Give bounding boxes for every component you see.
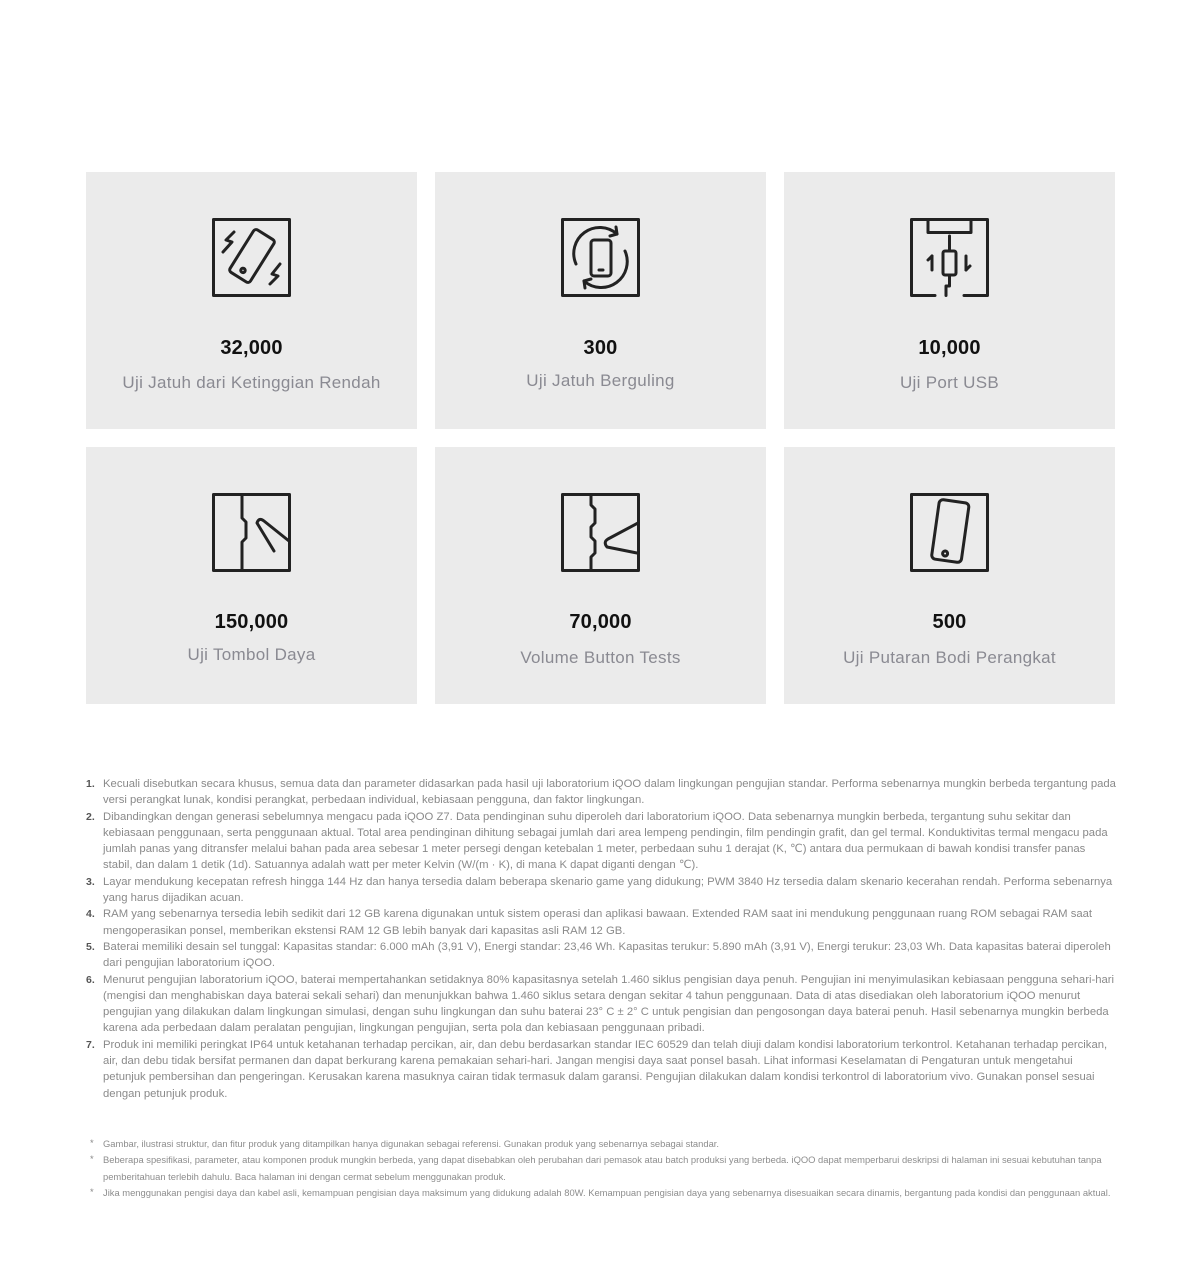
power-button-icon — [212, 493, 291, 572]
footnotes — [86, 776, 1116, 1102]
disclaimers — [86, 1136, 1116, 1201]
durability-stats-grid — [86, 172, 1115, 704]
stat-card-power-button — [86, 447, 417, 704]
footnote-item: 6. Menurut pengujian laboratorium iQOO, baterai mempertahankan setidaknya 80% kapasitasnya setelah 1.460 siklus pengisian daya penuh. Pengujian ini menyimulasikan kebiasaan pengguna sehari-hari (mengisi dan menghabiskan daya baterai sekali sehari) dan menunjukkan bahwa 1.460 siklus setara dengan sekitar 4 tahun penggunaan. Data di atas disediakan oleh laboratorium iQOO menurut pengujian yang dilakukan dalam lingkungan simulasi, dengan suhu lingkungan dan suhu baterai 23° C ± 2° C untuk pengisian dan pengosongan daya baterai penuh. Hasil sebenarnya mungkin berbeda karena ada perbedaan dalam peralatan pengujian, lingkungan pengujian, serta pola dan kebiasaan penggunaan pribadi. — [86, 973, 1115, 1035]
stat-label: Uji Putaran Bodi Perangkat — [843, 648, 1056, 667]
footnote-item: 3. Layar mendukung kecepatan refresh hingga 144 Hz dan hanya tersedia dalam beberapa skenario game yang didukung; PWM 3840 Hz tersedia dalam skenario kecerahan rendah. Performa sebenarnya yang harus dijadikan acuan. — [86, 875, 1113, 905]
stat-number: 10,000 — [918, 337, 981, 359]
stat-card-volume-button — [435, 447, 766, 704]
stat-card-usb-port — [784, 172, 1115, 429]
stat-label: Uji Tombol Daya — [187, 645, 316, 664]
stat-number: 500 — [932, 611, 967, 633]
stat-number: 300 — [583, 337, 618, 359]
footnote-item: 5. Baterai memiliki desain sel tunggal: Kapasitas standar: 6.000 mAh (3,91 V), Energi standar: 23,46 Wh. Kapasitas terukur: 5.890 mAh (3,91 V), Energi terukur: 23,03 Wh. Data kapasitas baterai diperoleh dari pengujian laboratorium iQOO. — [86, 940, 1111, 970]
stat-number: 70,000 — [569, 611, 632, 633]
stat-card-body-twist — [784, 447, 1115, 704]
footnote-item: 4. RAM yang sebenarnya tersedia lebih sedikit dari 12 GB karena digunakan untuk sistem operasi dan aplikasi bawaan. Extended RAM saat ini mendukung penggunaan ruang ROM sebagai RAM saat mengoperasikan ponsel, memberikan ekstensi RAM 12 GB lebih banyak dari kapasitas asli RAM 12 GB. — [86, 908, 1093, 937]
phone-drop-icon — [212, 218, 291, 297]
footnote-item: 7. Produk ini memiliki peringkat IP64 untuk ketahanan terhadap percikan, air, dan debu berdasarkan standar IEC 60529 dan telah diuji dalam kondisi laboratorium terkontrol. Ketahanan terhadap percikan, air, dan debu tidak bersifat permanen dan dapat berkurang karena pemakaian sehari-hari. Jangan mengisi daya saat ponsel basah. Lihat informasi Keselamatan di Pengaturan untuk mengetahui petunjuk pembersihan dan pengeringan. Kerusakan karena masuknya cairan tidak termasuk dalam garansi. Pengujian dilakukan dalam kondisi terkontrol di laboratorium vivo. Gunakan ponsel sesuai dengan petunjuk produk. — [86, 1038, 1108, 1100]
stat-label: Volume Button Tests — [520, 648, 681, 667]
stat-number: 150,000 — [214, 611, 289, 633]
stat-card-tumble-drop — [435, 172, 766, 429]
stat-number: 32,000 — [220, 337, 283, 359]
stat-label: Uji Jatuh dari Ketinggian Rendah — [122, 373, 381, 392]
disclaimer-item: * Gambar, ilustrasi struktur, dan fitur produk yang ditampilkan hanya digunakan sebagai referensi. Gunakan produk yang sebenarnya sebagai standar. — [90, 1137, 720, 1149]
footnote-item: 2. Dibandingkan dengan generasi sebelumnya mengacu pada iQOO Z7. Data pendinginan suhu diperoleh dari laboratorium iQOO. Data sebenarnya mungkin berbeda, tergantung suhu sekitar dan kebiasaan penggunaan, serta penggunaan aktual. Total area pendinginan dihitung sebagai jumlah dari area lempeng pendingin, film pendingin grafit, dan gel termal. Konduktivitas termal mengacu pada jumlah panas yang ditransfer melalui bahan pada area sebesar 1 meter persegi dengan ketebalan 1 meter, perbedaan suhu 1 derajat (K, ℃) antara dua permukaan di bawah kondisi transfer panas stabil, dan dalam 1 detik (1d). Satuannya adalah watt per meter Kelvin (W/(m · K), di mana K dapat diganti dengan ℃). — [86, 810, 1108, 872]
stat-label: Uji Port USB — [899, 373, 999, 392]
footnote-item: 1. Kecuali disebutkan secara khusus, semua data dan parameter didasarkan pada hasil uji laboratorium iQOO dalam lingkungan pengujian standar. Performa sebenarnya mungkin berbeda tergantung pada versi perangkat lunak, kondisi perangkat, perbedaan individual, kebiasaan pengguna, dan faktor lingkungan. — [86, 778, 1116, 807]
stat-label: Uji Jatuh Berguling — [526, 371, 675, 390]
volume-button-icon — [561, 493, 640, 572]
rotating-phone-icon — [561, 218, 640, 297]
stat-card-low-height-drop — [86, 172, 417, 429]
disclaimer-item: * Jika menggunakan pengisi daya dan kabel asli, kemampuan pengisian daya maksimum yang didukung adalah 80W. Kemampuan pengisian daya yang sebenarnya disesuaikan secara dinamis, bergantung pada kondisi dan penggunaan aktual. — [90, 1185, 1111, 1198]
usb-port-icon — [910, 218, 989, 297]
disclaimer-item: * Beberapa spesifikasi, parameter, atau komponen produk mungkin berbeda, yang dapat disebabkan oleh perubahan dari pemasok atau batch produksi yang berbeda. iQOO dapat memperbarui deskripsi di halaman ini sesuai kebutuhan tanpa pemberitahuan terlebih dahulu. Baca halaman ini dengan cermat sebelum menggunakan produk. — [90, 1153, 1102, 1182]
body-twist-icon — [910, 493, 989, 572]
